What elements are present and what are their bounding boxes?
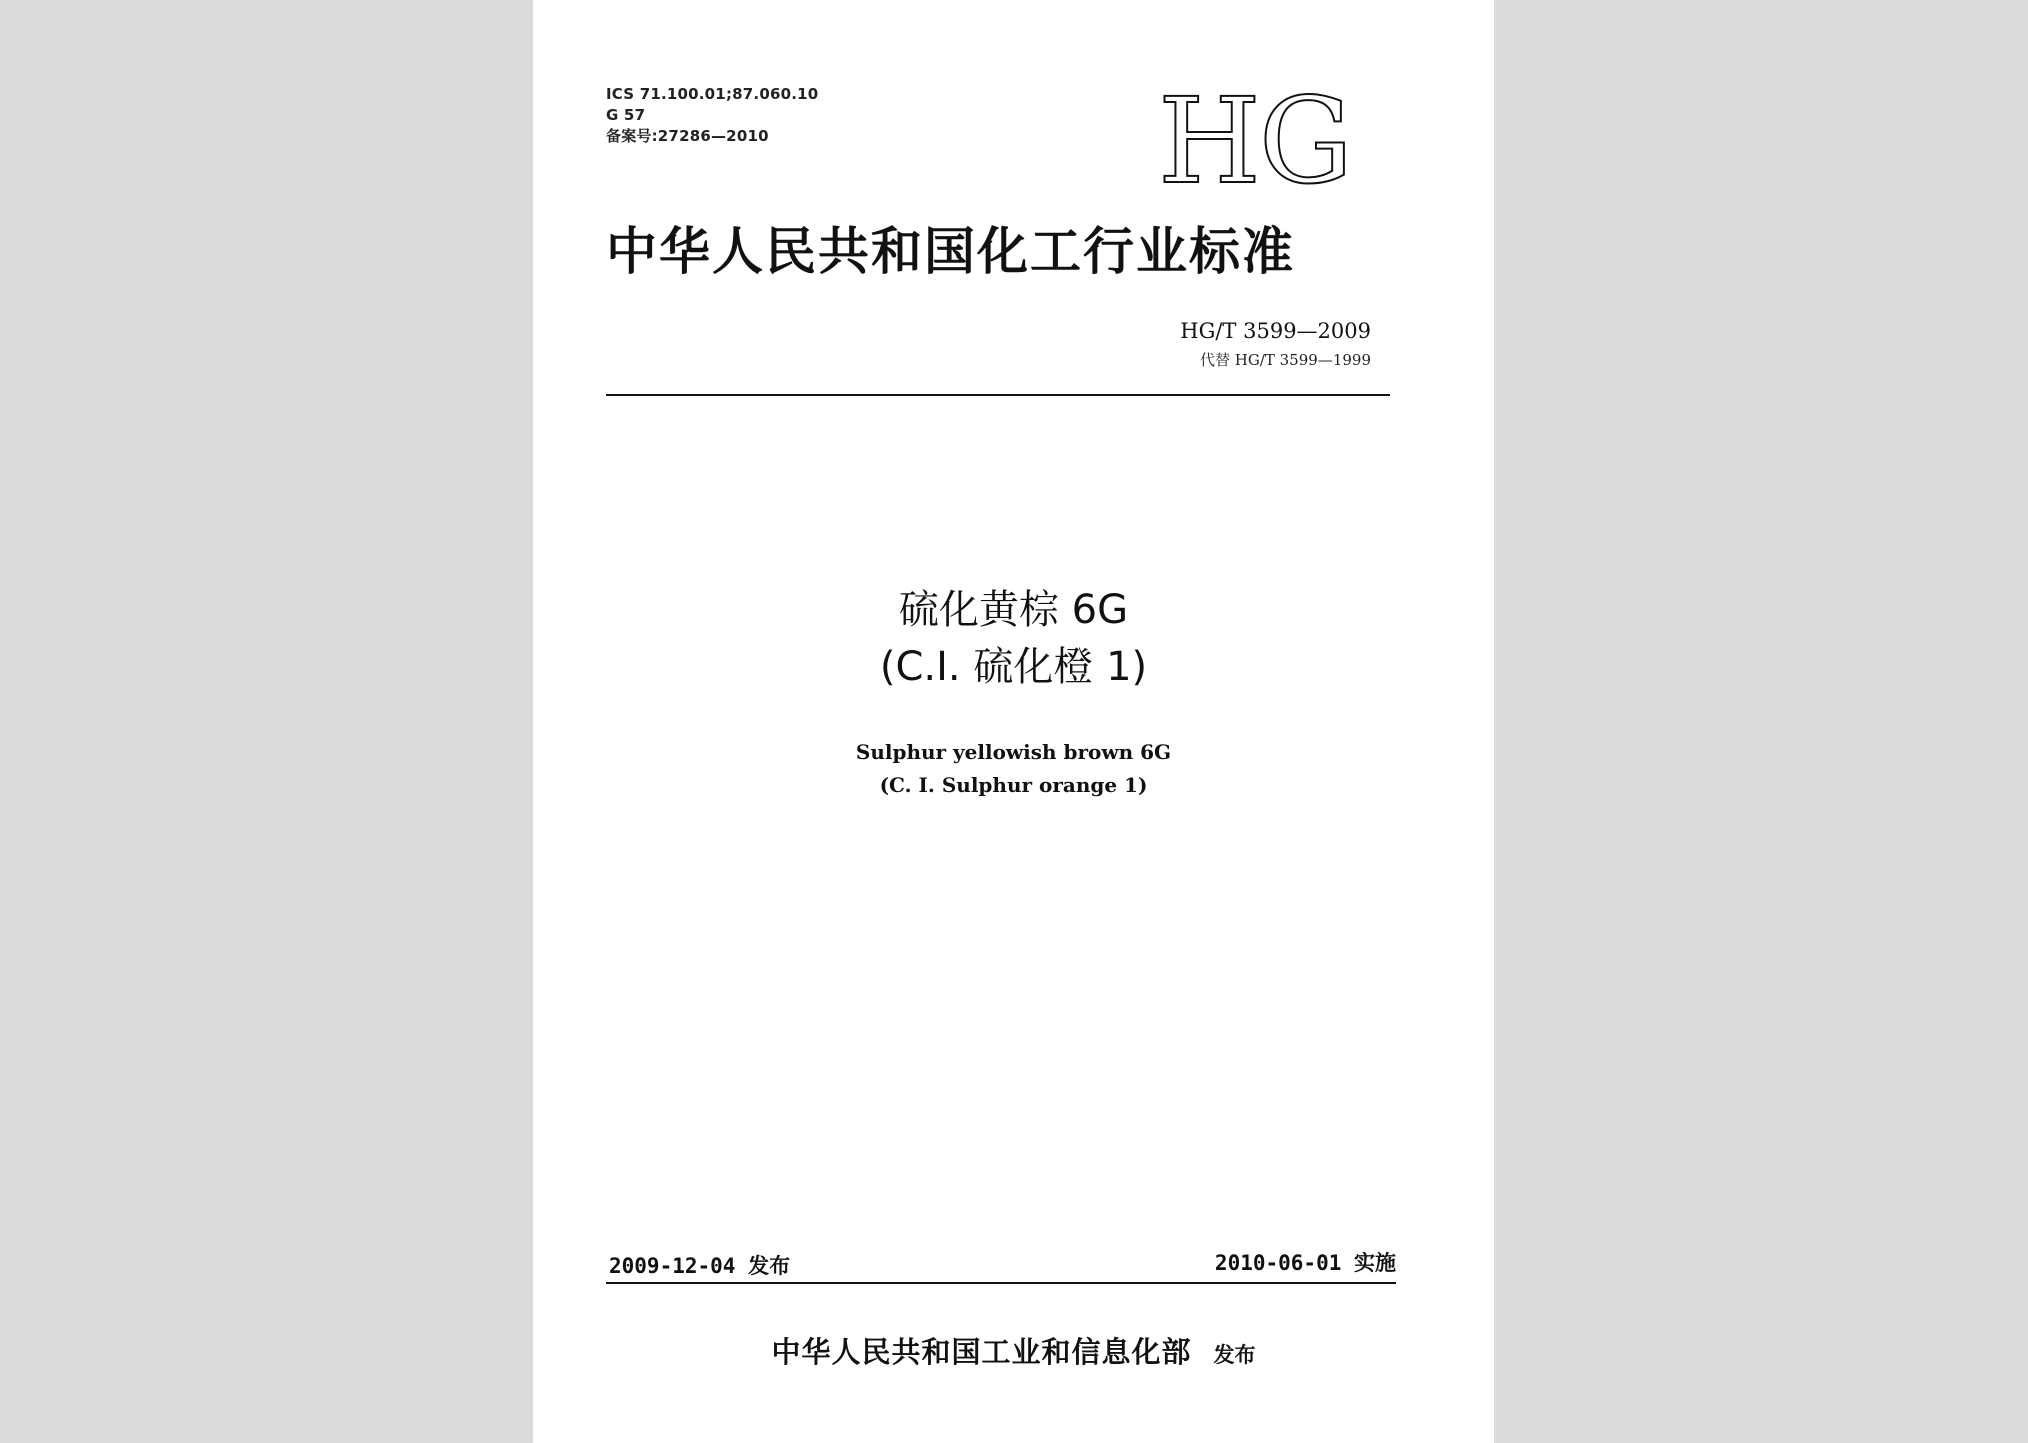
title-cn-line1: 硫化黄棕 6G [898,587,1129,633]
publisher-line [533,1330,1494,1371]
classification-block [606,84,818,147]
effective-date: 2010-06-01 实施 [1214,1251,1396,1275]
record-number: 备案号:27286—2010 [606,127,769,145]
title-en-line1: Sulphur yellowish brown 6G [855,740,1172,764]
issue-date: 2009-12-04 发布 [609,1254,791,1278]
publisher-verb: 发布 [1213,1343,1256,1367]
title-en-line2: (C. I. Sulphur orange 1) [879,773,1148,797]
standard-replaces: 代替 HG/T 3599—1999 [1199,351,1371,369]
ics-code: ICS 71.100.01;87.060.10 [606,85,819,103]
header-divider [606,394,1390,396]
org-title: 中华人民共和国化工行业标准 [606,223,1296,282]
standard-number: HG/T 3599—2009 [1180,319,1371,343]
publisher-name: 中华人民共和国工业和信息化部 [771,1335,1192,1369]
title-cn-line2: (C.I. 硫化橙 1) [879,644,1148,690]
footer-divider [606,1282,1396,1284]
hg-logo: HG [1158,72,1352,210]
ccs-code: G 57 [606,106,646,124]
document-page [533,0,1494,1443]
